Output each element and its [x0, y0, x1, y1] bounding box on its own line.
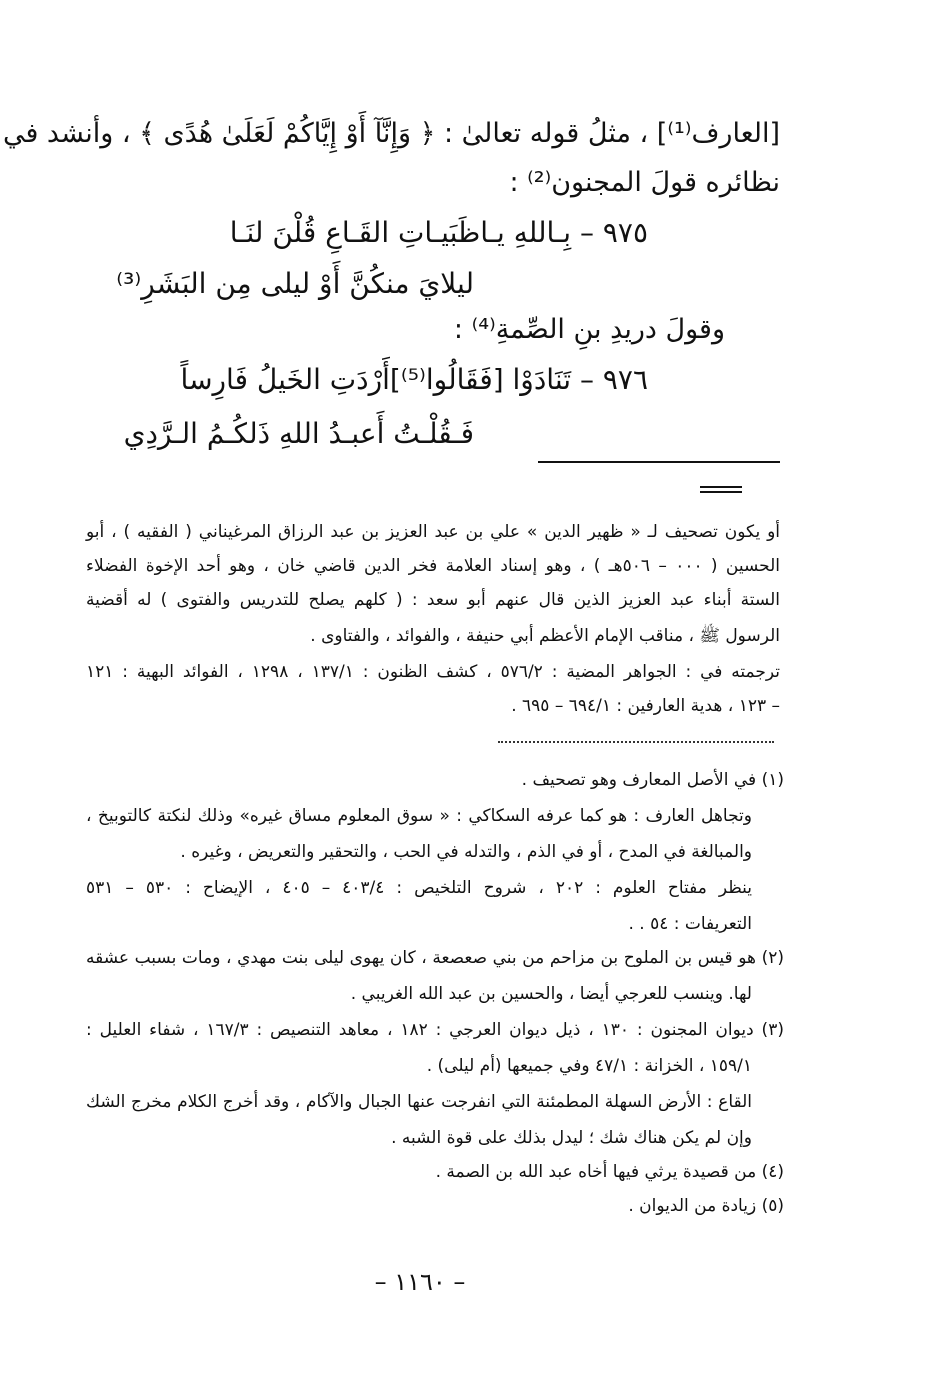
footnote-1-line-5: التعريفات : ٥٤ . .	[628, 914, 752, 934]
main-text-line-2: نظائره قولَ المجنون⁽²⁾ :	[509, 167, 780, 198]
footnote-1-line-4: ينظر مفتاح العلوم : ٢٠٢ ، شروح التلخيص : ٤٠٣/٤ – ٤٠٥ ، الإيضاح : ٥٣٠ – ٥٣١	[86, 878, 753, 898]
footnote-1-line-2: وتجاهل العارف : هو كما عرفه السكاكي : « سوق المعلوم مساق غيره» وذلك لنكتة كالتوبيخ ،	[86, 806, 752, 826]
main-text-line-1: [العارف⁽¹⁾] ، مثلُ قوله تعالىٰ : ﴿ وَإِنَّآ أَوْ إِيَّاكُمْ لَعَلَىٰ هُدًى ﴾ ، وأنشد في	[2, 118, 780, 149]
footnote-1-line-3: والمبالغة في المدح ، أو في الذم ، والتدله في الحب ، والتحقير والتعريض ، وغيره .	[180, 842, 752, 862]
footnotes-block	[86, 762, 784, 1232]
biography-line-2: الحسين ( ٠٠٠ – ٥٠٦هـ ) ، وهو إسناد العلامة فخر الدين قاضي خان ، وهو أحد الإخوة الفضلاء	[86, 556, 780, 576]
footnote-3-line-1: (٣) ديوان المجنون : ١٣٠ ، ذيل ديوان العرجي : ١٨٢ ، معاهد التنصيص : ١٦٧/٣ ، شفاء العليل :	[86, 1020, 784, 1040]
verse-976-second-hemistich: فَـقُلْـتُ أَعبـدُ اللهِ ذَلكُـمُ الـرَّدِي	[123, 417, 474, 450]
verse-976-intro: وقولَ دريدِ بنِ الصِّمةِ⁽⁴⁾ :	[453, 314, 725, 345]
double-rule-bottom	[700, 491, 742, 493]
footnote-2-line-1: (٢) هو قيس بن الملوح بن مزاحم من بني صعصعة ، كان يهوى ليلى بنت مهدي ، ومات بسبب عشقه	[86, 948, 784, 968]
footnote-3-line-4: وإن لم يكن هناك شك ؛ ليدل بذلك على قوة الشبه .	[391, 1128, 752, 1148]
biography-line-4: الرسول ﷺ ، مناقب الإمام الأعظم أبي حنيفة ، والفوائد ، والفتاوى .	[310, 626, 780, 646]
footnote-1-line-1: (١) في الأصل المعارف وهو تصحيف .	[521, 770, 784, 790]
verse-976-first-hemistich: ٩٧٦ – تَنَادَوْا [فَقَالُوا⁽⁵⁾]أَرْدَتِ الخَيلُ فَارِساً	[180, 363, 648, 396]
dotted-separator	[498, 741, 774, 743]
page-number: – ١١٦٠ –	[374, 1268, 466, 1296]
footnote-separator-rule	[538, 461, 780, 463]
footnote-3-line-2: ١٥٩/١ ، الخزانة : ٤٧/١ وفي جميعها (أم ليلى) .	[426, 1056, 752, 1076]
biography-line-6: – ١٢٣ ، هدية العارفين : ٦٩٤/١ – ٦٩٥ .	[511, 696, 780, 716]
footnote-5: (٥) زيادة من الديوان .	[628, 1196, 784, 1216]
biography-note	[86, 514, 780, 724]
double-rule-top	[700, 486, 742, 488]
verse-975-second-hemistich: ليلايَ منكُنَّ أَوْ ليلى مِن البَشَرِ⁽³⁾	[116, 267, 474, 300]
footnote-3-line-3: القاع : الأرض السهلة المطمئنة التي انفرجت عنها الجبال والآكام ، وقد أخرج الكلام مخرج الشك	[86, 1092, 752, 1112]
biography-line-3: الستة أبناء عبد العزيز الذين قال عنهم أبو سعد : ( كلهم يصلح للتدريس والفتوى ) له أقضية	[86, 590, 780, 610]
footnote-4: (٤) من قصيدة يرثي فيها أخاه عبد الله بن الصمة .	[435, 1162, 784, 1182]
biography-line-5: ترجمته في : الجواهر المضية : ٥٧٦/٢ ، كشف الظنون : ١٣٧/١ ، ١٢٩٨ ، الفوائد البهية : ١٢١	[86, 662, 780, 682]
footnote-2-line-2: لها. وينسب للعرجي أيضا ، والحسين بن عبد الله الغريبي .	[350, 984, 752, 1004]
verse-975-first-hemistich: ٩٧٥ – بِـاللهِ يـاظَبَيـاتِ القَـاعِ قُلْنَ لنَـا	[229, 216, 648, 249]
biography-line-1: أو يكون تصحيف لـ « ظهير الدين » علي بن عبد العزيز بن عبد الرزاق المرغيناني ( الفقيه ) ، أبو	[86, 522, 780, 542]
